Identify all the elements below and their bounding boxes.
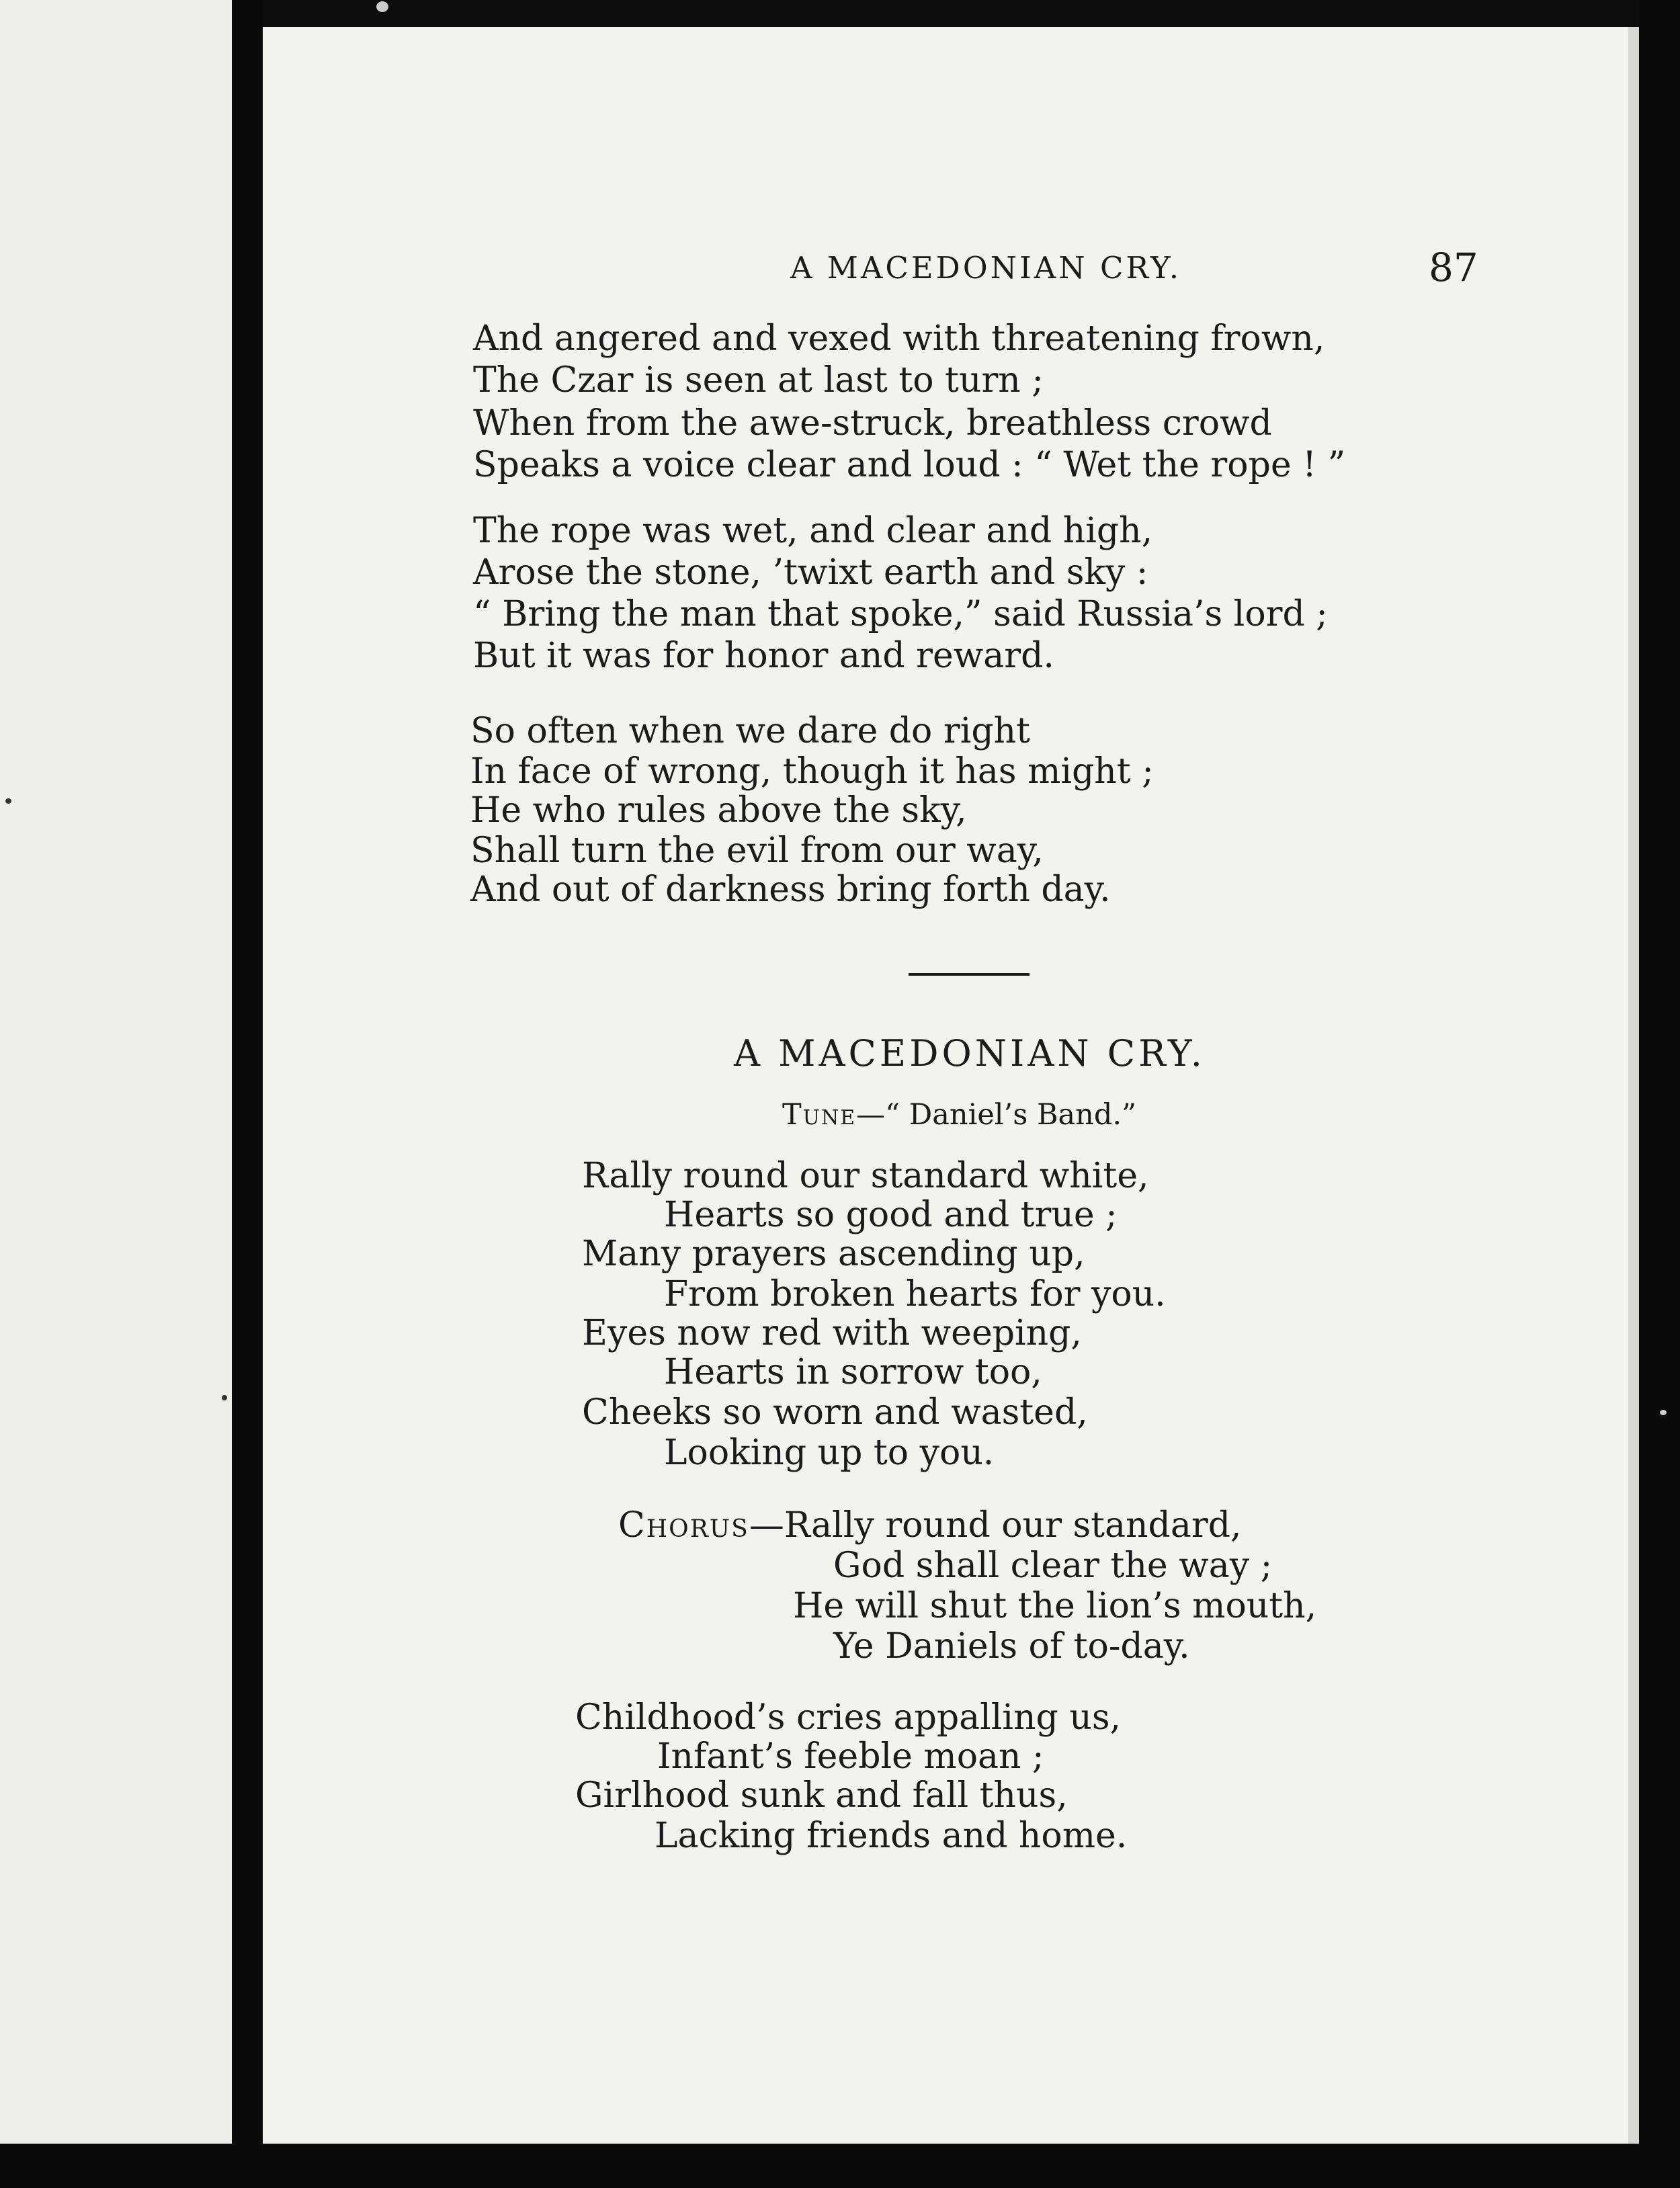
scan-speck — [222, 1395, 227, 1400]
verse-line: But it was for honor and reward. — [473, 636, 1054, 676]
verse-line-indented: Looking up to you. — [664, 1433, 995, 1473]
chorus-line: He will shut the lion’s mouth, — [793, 1586, 1317, 1626]
tune-dash: — — [856, 1098, 886, 1132]
verse-line: In face of wrong, though it has might ; — [470, 751, 1154, 792]
right-margin — [1639, 0, 1680, 2188]
verse-line: The Czar is seen at last to turn ; — [473, 360, 1044, 401]
verse-line: And out of darkness bring forth day. — [470, 870, 1111, 910]
verse-line: Arose the stone, ’twixt earth and sky : — [473, 552, 1148, 593]
verse-line: “ Bring the man that spoke,” said Russia’s lord ; — [473, 594, 1328, 634]
chorus-label: Chorus — [618, 1505, 749, 1546]
verse-line: And angered and vexed with threatening frown, — [473, 319, 1325, 359]
chorus-dash: — — [749, 1505, 784, 1546]
verse-line: Many prayers ascending up, — [582, 1234, 1085, 1274]
verse-line: When from the awe-struck, breathless crowd — [473, 403, 1272, 444]
verse-line: Eyes now red with weeping, — [582, 1313, 1082, 1353]
tune-name: “ Daniel’s Band.” — [885, 1098, 1137, 1132]
verse-line: Speaks a voice clear and loud : “ Wet the rope ! ” — [473, 445, 1346, 485]
verse-line: The rope was wet, and clear and high, — [473, 511, 1153, 551]
chorus-first-line — [618, 1505, 1242, 1546]
verse-line-indented: Hearts so good and true ; — [664, 1195, 1118, 1235]
scan-speck — [1660, 1410, 1667, 1415]
verse-line: Shall turn the evil from our way, — [470, 831, 1044, 871]
verse-line-indented: From broken hearts for you. — [664, 1274, 1166, 1314]
page-number: 87 — [1429, 245, 1478, 290]
verse-line-indented: Infant’s feeble moan ; — [657, 1736, 1044, 1777]
running-head: A MACEDONIAN CRY. — [790, 250, 1182, 286]
verse-line-indented: Lacking friends and home. — [655, 1816, 1128, 1856]
chorus-line: Ye Daniels of to-day. — [833, 1626, 1190, 1667]
verse-line: Girlhood sunk and fall thus, — [575, 1775, 1068, 1816]
gutter — [232, 0, 263, 2188]
verse-line-indented: Hearts in sorrow too, — [664, 1352, 1042, 1392]
scan-speck — [376, 1, 388, 12]
chorus-line: Rally round our standard, — [784, 1505, 1242, 1546]
tune-label: Tune — [782, 1098, 857, 1132]
chorus-line: God shall clear the way ; — [833, 1546, 1273, 1586]
tune-line — [782, 1098, 1136, 1132]
verse-line: Childhood’s cries appalling us, — [575, 1697, 1122, 1738]
page-edge-shadow — [1628, 27, 1639, 2164]
left-page — [0, 0, 232, 2144]
verse-line: He who rules above the sky, — [470, 790, 967, 831]
verse-line: Cheeks so worn and wasted, — [582, 1392, 1088, 1433]
section-divider — [909, 973, 1030, 976]
verse-line: Rally round our standard white, — [582, 1156, 1149, 1196]
scan-speck — [5, 798, 11, 804]
poem-title: A MACEDONIAN CRY. — [734, 1032, 1206, 1075]
verse-line: So often when we dare do right — [470, 711, 1031, 751]
bottom-margin — [0, 2144, 1680, 2188]
